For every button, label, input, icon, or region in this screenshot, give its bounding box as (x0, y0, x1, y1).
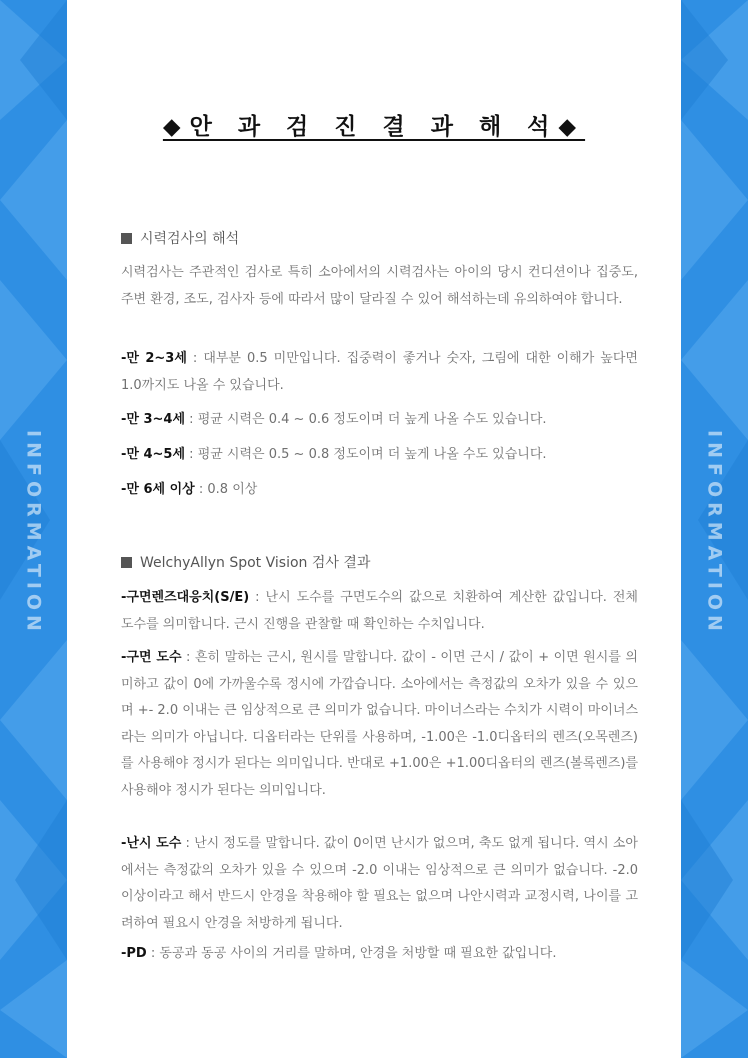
item-sep: : (249, 590, 266, 605)
item-text: 난시 도수를 구면도수의 값으로 치환하여 계산한 값입니다. 전체 도수를 의미합니다. 근시 진행을 관찰할 때 확인하는 수치입니다. (121, 590, 638, 632)
term-sphere (121, 645, 638, 804)
age-item-2-3 (121, 346, 638, 399)
item-text: 0.8 이상 (207, 482, 258, 497)
item-sep: : (185, 447, 198, 462)
page-title: ◆안 과 검 진 결 과 해 석◆ (162, 113, 586, 140)
item-text: 평균 시력은 0.5 ~ 0.8 정도이며 더 높게 나올 수도 있습니다. (197, 447, 547, 462)
age-item-3-4 (121, 407, 638, 434)
item-text: 평균 시력은 0.4 ~ 0.6 정도이며 더 높게 나올 수도 있습니다. (197, 412, 547, 427)
item-sep: : (181, 836, 195, 851)
item-term: -만 3~4세 (121, 412, 186, 427)
term-pd (121, 941, 638, 968)
item-sep: : (185, 412, 198, 427)
item-text: 동공과 동공 사이의 거리를 말하며, 안경을 처방할 때 필요한 값입니다. (159, 946, 557, 961)
item-term: -구면렌즈대응치(S/E) (121, 590, 250, 605)
item-text: 난시 정도를 말합니다. 값이 0이면 난시가 없으며, 축도 없게 됩니다. 역시 소아에서는 측정값의 오차가 있을 수 있으며 -2.0 이내는 임상적으로 큰 의미가 없습니다. -2.0 이상이라고 해서 반드시 안경을 착용해야 할 필요는 없으며 나안시력과 교정시력, 나이를 고려하여 필요시 안경을 처방하게 됩니다. (121, 836, 638, 931)
item-term: -PD (121, 946, 147, 961)
section-heading-spot-vision (121, 552, 370, 572)
term-se (121, 585, 638, 638)
item-term: -만 2~3세 (121, 351, 187, 366)
left-decorative-band (0, 0, 67, 1058)
item-term: -만 6세 이상 (121, 482, 195, 497)
item-term: -구면 도수 (121, 650, 182, 665)
item-sep: : (194, 482, 208, 497)
item-sep: : (181, 650, 195, 665)
item-term: -난시 도수 (121, 836, 182, 851)
intro-paragraph: 시력검사는 주관적인 검사로 특히 소아에서의 시력검사는 아이의 당시 컨디션이나 집중도, 주변 환경, 조도, 검사자 등에 따라서 많이 달라질 수 있어 해석하는데 유의하여야 합니다. (121, 265, 638, 307)
side-label-left: INFORMATION (22, 430, 45, 636)
right-decorative-band (681, 0, 748, 1058)
side-label-right: INFORMATION (703, 430, 726, 636)
term-cylinder (121, 831, 638, 937)
section-heading-text: 시력검사의 해석 (140, 231, 240, 247)
section-heading-vision (121, 228, 239, 248)
age-item-4-5 (121, 442, 638, 469)
item-term: -만 4~5세 (121, 447, 186, 462)
item-text: 흔히 말하는 근시, 원시를 말합니다. 값이 - 이면 근시 / 값이 + 이면 원시를 의미하고 값이 0에 가까울수록 정시에 가깝습니다. 소아에서는 측정값의 오차가 있을 수 있으며 +- 2.0 이내는 큰 임상적으로 큰 의미가 없습니다. 마이너스라는 수치가 시력이 마이너스라는 의미가 아닙니다. 디옵터라는 단위를 사용하며, -1.00은 -1.0디옵터의 렌즈(오목렌즈)를 사용해야 정시가 된다는 의미입니다. 반대로 +1.00은 +1.00디옵터의 렌즈(볼록렌즈)를 사용해야 정시가 된다는 의미입니다. (121, 650, 638, 798)
square-bullet-icon (121, 557, 132, 568)
age-item-6-plus (121, 477, 638, 504)
item-sep: : (146, 946, 160, 961)
item-text: 대부분 0.5 미만입니다. 집중력이 좋거나 숫자, 그림에 대한 이해가 높다면 1.0까지도 나올 수 있습니다. (121, 351, 638, 393)
square-bullet-icon (121, 233, 132, 244)
item-sep: : (186, 351, 204, 366)
section-heading-text: WelchyAllyn Spot Vision 검사 결과 (140, 555, 371, 571)
